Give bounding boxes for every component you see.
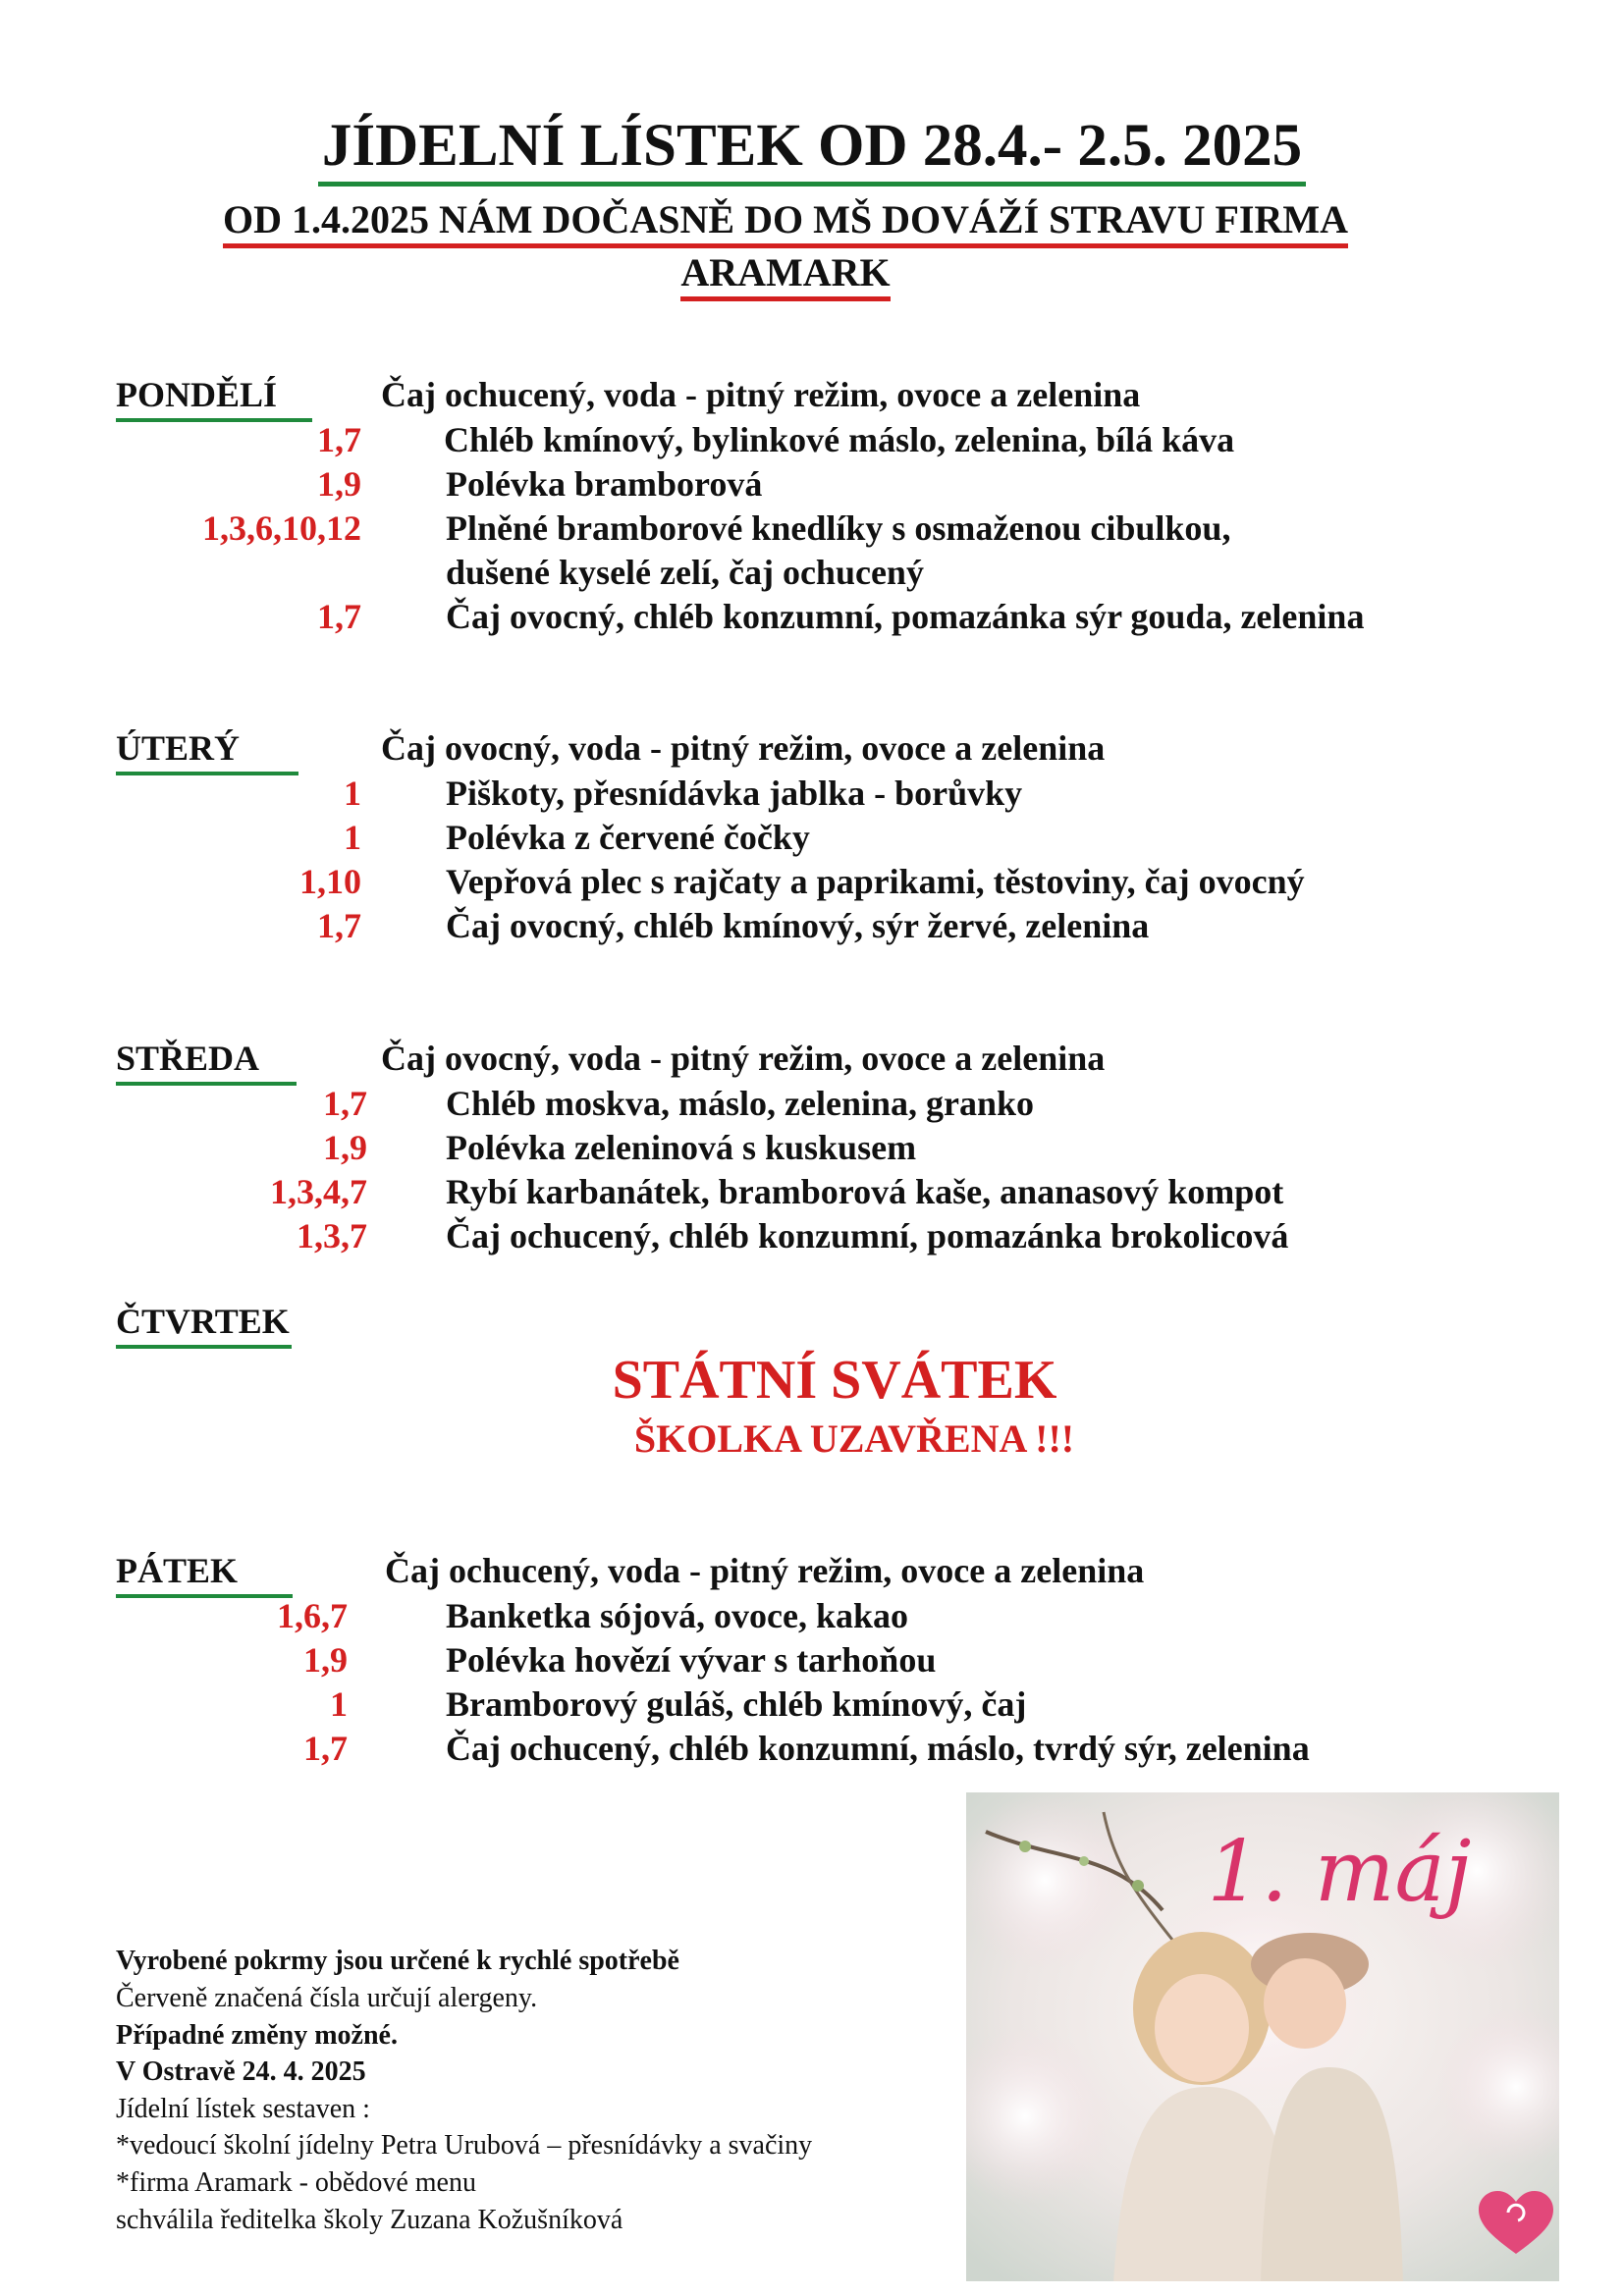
day-heading-tuesday: ÚTERÝ bbox=[116, 730, 298, 775]
wednesday-row-2-text: Polévka zeleninová s kuskusem bbox=[446, 1128, 917, 1167]
monday-row-1-text: Chléb kmínový, bylinkové máslo, zelenina, bílá káva bbox=[444, 420, 1235, 459]
note-author-1: *vedoucí školní jídelny Petra Urubová – přesnídávky a svačiny bbox=[116, 2130, 813, 2161]
may-day-caption: 1. máj bbox=[1207, 1823, 1472, 1921]
friday-row-4-allergens: 1,7 bbox=[303, 1729, 348, 1768]
monday-row-5-allergens: 1,7 bbox=[317, 597, 361, 636]
wednesday-row-4-allergens: 1,3,7 bbox=[297, 1216, 367, 1255]
subtitle-line-1: OD 1.4.2025 NÁM DOČASNĚ DO MŠ DOVÁŽÍ STRAVU FIRMA bbox=[0, 200, 1571, 248]
day-heading-monday: PONDĚLÍ bbox=[116, 377, 312, 422]
wednesday-row-1-allergens: 1,7 bbox=[323, 1084, 367, 1123]
wednesday-row-4-text: Čaj ochucený, chléb konzumní, pomazánka brokolicová bbox=[446, 1216, 1289, 1255]
monday-row-5-text: Čaj ovocný, chléb konzumní, pomazánka sýr gouda, zelenina bbox=[446, 597, 1365, 636]
note-compiled-by: Jídelní lístek sestaven : bbox=[116, 2094, 370, 2124]
tuesday-row-3-allergens: 1,10 bbox=[299, 862, 361, 901]
note-approved: schválila ředitelka školy Zuzana Kožušníková bbox=[116, 2205, 623, 2235]
holiday-title: STÁTNÍ SVÁTEK bbox=[612, 1350, 1057, 1411]
tuesday-row-4-text: Čaj ovocný, chléb kmínový, sýr žervé, zelenina bbox=[446, 906, 1150, 945]
tuesday-intro: Čaj ovocný, voda - pitný režim, ovoce a zelenina bbox=[381, 728, 1106, 768]
friday-row-3-allergens: 1 bbox=[330, 1684, 348, 1724]
friday-row-2-text: Polévka hovězí vývar s tarhoňou bbox=[446, 1640, 937, 1680]
monday-row-2-text: Polévka bramborová bbox=[446, 464, 763, 504]
note-allergens: Červeně značená čísla určují alergeny. bbox=[116, 1983, 538, 2013]
monday-row-3-text: Plněné bramborové knedlíky s osmaženou cibulkou, bbox=[446, 508, 1231, 548]
monday-row-4-text: dušené kyselé zelí, čaj ochucený bbox=[446, 553, 924, 592]
tuesday-row-1-allergens: 1 bbox=[344, 774, 361, 813]
wednesday-row-2-allergens: 1,9 bbox=[323, 1128, 367, 1167]
day-heading-thursday: ČTVRTEK bbox=[116, 1304, 292, 1349]
wednesday-row-1-text: Chléb moskva, máslo, zelenina, granko bbox=[446, 1084, 1035, 1123]
tuesday-row-3-text: Vepřová plec s rajčaty a paprikami, těstoviny, čaj ovocný bbox=[446, 862, 1305, 901]
note-author-2: *firma Aramark - obědové menu bbox=[116, 2167, 476, 2198]
note-changes: Případné změny možné. bbox=[116, 2020, 398, 2051]
page-title: JÍDELNÍ LÍSTEK OD 28.4.- 2.5. 2025 bbox=[0, 116, 1624, 187]
may-day-illustration bbox=[966, 1792, 1559, 2281]
friday-row-2-allergens: 1,9 bbox=[303, 1640, 348, 1680]
note-date: V Ostravě 24. 4. 2025 bbox=[116, 2056, 366, 2087]
monday-row-2-allergens: 1,9 bbox=[317, 464, 361, 504]
holiday-note: ŠKOLKA UZAVŘENA !!! bbox=[633, 1416, 1075, 1461]
wednesday-row-3-allergens: 1,3,4,7 bbox=[270, 1172, 367, 1211]
tuesday-row-4-allergens: 1,7 bbox=[317, 906, 361, 945]
friday-row-1-allergens: 1,6,7 bbox=[277, 1596, 348, 1635]
friday-intro: Čaj ochucený, voda - pitný režim, ovoce a zelenina bbox=[385, 1551, 1145, 1590]
tuesday-row-2-text: Polévka z červené čočky bbox=[446, 818, 810, 857]
day-heading-wednesday: STŘEDA bbox=[116, 1041, 297, 1086]
friday-row-4-text: Čaj ochucený, chléb konzumní, máslo, tvrdý sýr, zelenina bbox=[446, 1729, 1310, 1768]
wednesday-intro: Čaj ovocný, voda - pitný režim, ovoce a zelenina bbox=[381, 1039, 1106, 1078]
friday-row-3-text: Bramborový guláš, chléb kmínový, čaj bbox=[446, 1684, 1027, 1724]
note-consumption: Vyrobené pokrmy jsou určené k rychlé spotřebě bbox=[116, 1946, 679, 1976]
friday-row-1-text: Banketka sójová, ovoce, kakao bbox=[446, 1596, 909, 1635]
tuesday-row-1-text: Piškoty, přesnídávka jablka - borůvky bbox=[446, 774, 1023, 813]
monday-row-3-allergens: 1,3,6,10,12 bbox=[202, 508, 361, 548]
wednesday-row-3-text: Rybí karbanátek, bramborová kaše, ananasový kompot bbox=[446, 1172, 1284, 1211]
day-heading-friday: PÁTEK bbox=[116, 1553, 293, 1598]
tuesday-row-2-allergens: 1 bbox=[344, 818, 361, 857]
subtitle-line-2: ARAMARK bbox=[0, 253, 1571, 301]
monday-row-1-allergens: 1,7 bbox=[317, 420, 361, 459]
monday-intro: Čaj ochucený, voda - pitný režim, ovoce a zelenina bbox=[381, 375, 1141, 414]
